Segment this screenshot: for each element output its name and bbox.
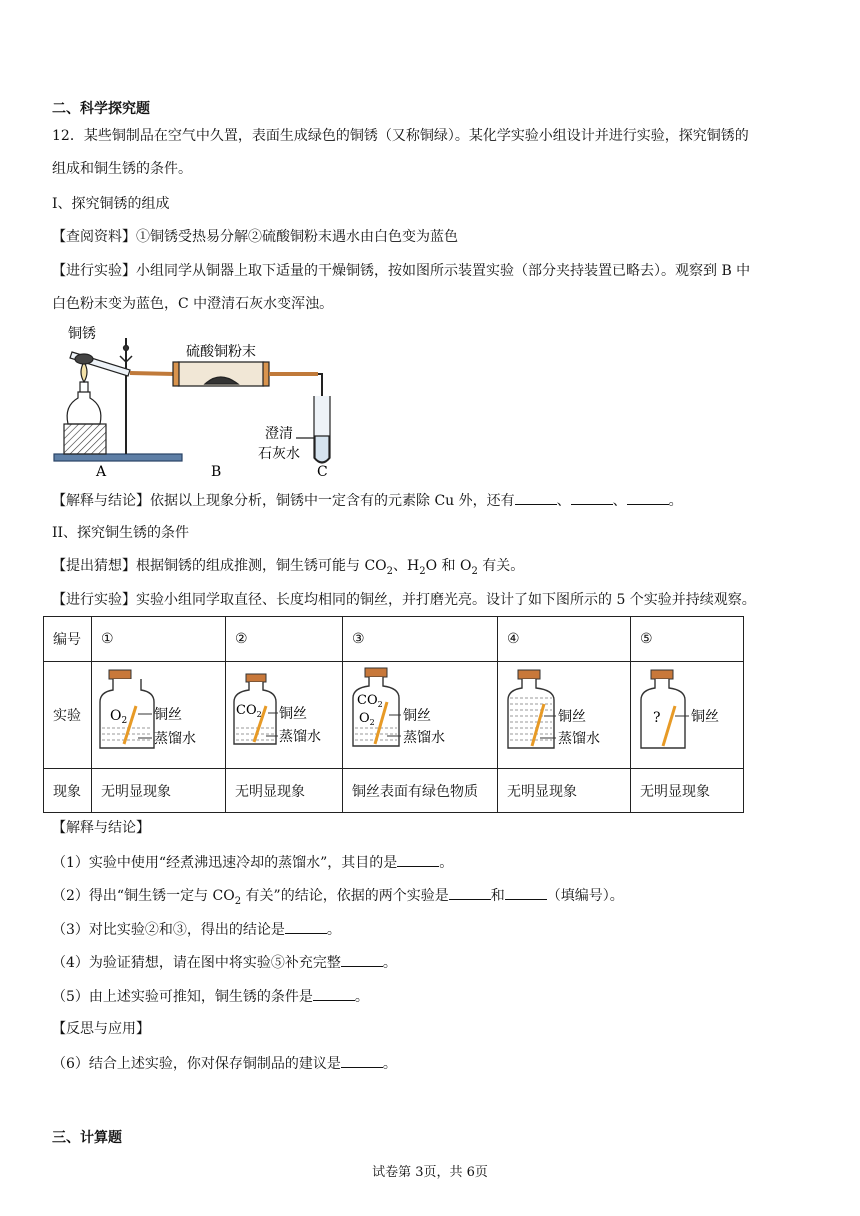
stand-base <box>54 454 182 461</box>
answer-blank[interactable] <box>505 885 547 900</box>
cell-num-2: ② <box>226 617 343 662</box>
bottle-3 <box>343 662 497 764</box>
section-heading-3: 三、计算题 <box>52 1130 122 1146</box>
experiment-1-line1: 【进行实验】小组同学从铜器上取下适量的干燥铜锈，按如图所示装置实验（部分夹持装置已略去）。观察到 B 中 <box>52 263 751 279</box>
answer-blank[interactable] <box>571 490 613 505</box>
gas-o2: $O_2$ <box>359 711 375 727</box>
answer-blank[interactable] <box>313 986 355 1001</box>
part-1-title: I、探究铜锈的组成 <box>52 196 170 212</box>
question-12-line2: 组成和铜生锈的条件。 <box>52 161 192 177</box>
reflection-heading: 【反思与应用】 <box>52 1021 150 1037</box>
answer-blank[interactable] <box>285 919 327 934</box>
cell-phen-2: 无明显现象 <box>226 769 343 813</box>
label-lime-1: 澄清 <box>265 426 293 442</box>
experiment-1-line2: 白色粉末变为蓝色，C 中澄清石灰水变浑浊。 <box>52 296 334 312</box>
bottle-1 <box>92 662 225 764</box>
answer-blank[interactable] <box>397 852 439 867</box>
reference-material: 【查阅资料】①铜锈受热易分解②硫酸铜粉末遇水由白色变为蓝色 <box>52 229 458 245</box>
conclusion-1: 【解释与结论】依据以上现象分析，铜锈中一定含有的元素除 Cu 外，还有 、 、 。 <box>52 490 683 511</box>
unknown-mark: ? <box>653 710 661 726</box>
page-footer: 试卷第 3页，共 6页 <box>372 1165 488 1180</box>
cell-num-1: ① <box>92 617 226 662</box>
question-4: （4）为验证猜想，请在图中将实验⑤补充完整 。 <box>52 952 397 973</box>
gas-co2: $CO_2$ <box>357 693 383 709</box>
gas-o2: $O_2$ <box>110 708 128 726</box>
cell-num-5: ⑤ <box>631 617 744 662</box>
label-cu-wire: 铜丝 <box>691 709 719 725</box>
cell-phen-3: 铜丝表面有绿色物质 <box>343 769 498 813</box>
experiment-table <box>43 616 744 813</box>
label-cu-wire: 铜丝 <box>154 707 182 723</box>
cell-phen-1: 无明显现象 <box>92 769 226 813</box>
header-phenomenon: 现象 <box>44 769 92 813</box>
question-12-line1: 12．某些铜制品在空气中久置，表面生成绿色的铜锈（又称铜绿）。某化学实验小组设计并进行实验，探究铜锈的 <box>52 128 749 144</box>
cell-exp-2 <box>226 662 343 769</box>
bottle-5 <box>631 662 743 764</box>
part-2-title: II、探究铜生锈的条件 <box>52 525 190 541</box>
cell-num-3: ③ <box>343 617 498 662</box>
hypothesis: 【提出猜想】根据铜锈的组成推测，铜生锈可能与 $CO_2$、$H_2O$ 和 $O_2$ 有关。 <box>52 558 525 577</box>
label-rust: 铜锈 <box>68 326 96 342</box>
label-lime-2: 石灰水 <box>258 446 300 462</box>
header-number: 编号 <box>44 617 92 662</box>
label-cu-wire: 铜丝 <box>279 706 307 722</box>
label-cu-wire: 铜丝 <box>558 709 586 725</box>
label-C: C <box>317 464 328 480</box>
conclusion-2-heading: 【解释与结论】 <box>52 820 150 836</box>
answer-blank[interactable] <box>627 490 669 505</box>
cell-num-4: ④ <box>498 617 631 662</box>
label-cu-wire: 铜丝 <box>403 708 431 724</box>
answer-blank[interactable] <box>449 885 491 900</box>
gas-co2: $CO_2$ <box>236 703 262 719</box>
cell-phen-5: 无明显现象 <box>631 769 744 813</box>
label-water: 蒸馏水 <box>558 731 600 747</box>
apparatus-figure <box>50 318 360 480</box>
cell-exp-3 <box>343 662 498 769</box>
label-B: B <box>211 464 222 480</box>
question-3: （3）对比实验②和③，得出的结论是 。 <box>52 919 341 940</box>
question-5: （5）由上述实验可推知，铜生锈的条件是 。 <box>52 986 369 1007</box>
label-water: 蒸馏水 <box>279 729 321 745</box>
cell-exp-4 <box>498 662 631 769</box>
label-A: A <box>96 464 107 480</box>
label-water: 蒸馏水 <box>403 730 445 746</box>
header-experiment: 实验 <box>44 662 92 769</box>
answer-blank[interactable] <box>341 1053 383 1068</box>
cell-exp-5 <box>631 662 744 769</box>
bottle-4 <box>498 662 630 764</box>
question-1: （1）实验中使用“经煮沸迅速冷却的蒸馏水”，其目的是 。 <box>52 852 453 873</box>
answer-blank[interactable] <box>341 952 383 967</box>
question-2: （2）得出“铜生锈一定与 $CO_2$ 有关”的结论，依据的两个实验是 和 （填编号）。 <box>52 885 624 912</box>
label-cuso4: 硫酸铜粉末 <box>186 344 256 360</box>
answer-blank[interactable] <box>515 490 557 505</box>
cell-exp-1 <box>92 662 226 769</box>
bottle-2 <box>226 662 342 764</box>
question-6: （6）结合上述实验，你对保存铜制品的建议是 。 <box>52 1053 397 1074</box>
experiment-2: 【进行实验】实验小组同学取直径、长度均相同的铜丝，并打磨光亮。设计了如下图所示的 5 个实验并持续观察。 <box>52 592 756 608</box>
section-heading-2: 二、科学探究题 <box>52 101 150 117</box>
label-water: 蒸馏水 <box>154 731 196 747</box>
cell-phen-4: 无明显现象 <box>498 769 631 813</box>
